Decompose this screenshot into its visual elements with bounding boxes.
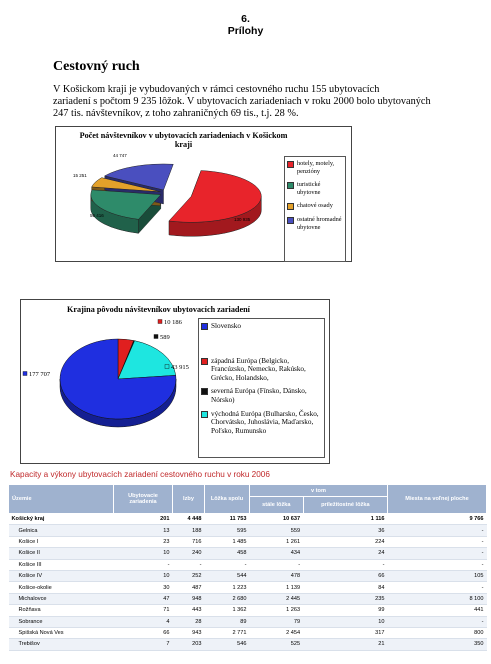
value-cell: 10 — [114, 548, 173, 559]
appendix-title: Prílohy — [227, 25, 264, 37]
territory-cell: Michalovce — [9, 593, 114, 604]
table-row — [9, 514, 487, 525]
value-cell: 1 261 — [250, 536, 304, 547]
origin-pie — [21, 318, 199, 460]
value-cell: 71 — [114, 605, 173, 616]
value-cell: 434 — [250, 548, 304, 559]
legend-label: ostatné hromadné ubytovne — [297, 216, 342, 231]
value-cell: - — [388, 548, 487, 559]
territory-cell: Košický kraj — [9, 514, 114, 525]
value-cell: 11 753 — [205, 514, 250, 525]
legend-swatch-hotels — [287, 161, 294, 168]
value-cell: 1 485 — [205, 536, 250, 547]
data-label: 10 186 — [164, 319, 182, 326]
paragraph-line: 247 tis. návštevníkov, z toho zahraničných 69 tis., t.j. 28 %. — [53, 108, 299, 119]
value-cell: 66 — [114, 627, 173, 638]
appendix-number: 6. — [241, 13, 250, 25]
legend-label: turistické ubytovne — [297, 181, 321, 196]
table-row — [9, 548, 487, 559]
data-label: 44 747 — [113, 153, 127, 158]
value-cell: 1 263 — [250, 605, 304, 616]
value-cell: 10 637 — [250, 514, 304, 525]
territory-cell: Spišská Nová Ves — [9, 627, 114, 638]
col-header-permanent-beds: stále lôžka — [250, 497, 304, 514]
value-cell: 105 — [388, 570, 487, 581]
data-label: 589 — [160, 334, 170, 341]
value-cell: - — [388, 582, 487, 593]
table-row — [9, 627, 487, 638]
legend-swatch-other — [287, 217, 294, 224]
value-cell: 84 — [303, 582, 387, 593]
value-cell: 224 — [303, 536, 387, 547]
origin-chart — [20, 299, 330, 464]
col-header-facilities: Ubytovacie zariadenia — [114, 485, 173, 514]
legend-label: západná Európa (Belgicko, Francúzsko, Nemecko, Rakúsko, Grécko, Holandsko, — [211, 356, 306, 382]
col-header-places: Miesta na voľnej ploche — [388, 485, 487, 514]
table-row — [9, 605, 487, 616]
territory-cell: Košice II — [9, 548, 114, 559]
col-header-rooms: Izby — [173, 485, 205, 514]
value-cell: 559 — [250, 525, 304, 536]
value-cell: - — [388, 559, 487, 570]
value-cell: 99 — [303, 605, 387, 616]
data-label: 56 416 — [90, 213, 104, 218]
legend-label: severná Európa (Fínsko, Dánsko, Nórsko) — [211, 387, 307, 404]
value-cell: 1 116 — [303, 514, 387, 525]
value-cell: 79 — [250, 616, 304, 627]
value-cell: 47 — [114, 593, 173, 604]
col-header-of-which: v tom — [250, 485, 388, 497]
value-cell: 28 — [173, 616, 205, 627]
label-marker — [23, 372, 27, 376]
territory-cell: Trebišov — [9, 639, 114, 650]
legend-label: chatové osady — [297, 202, 333, 209]
table-row — [9, 616, 487, 627]
value-cell: 8 100 — [388, 593, 487, 604]
legend-swatch-west-europe — [201, 358, 208, 365]
value-cell: 9 766 — [388, 514, 487, 525]
legend-swatch-east-europe — [201, 411, 208, 418]
value-cell: 441 — [388, 605, 487, 616]
value-cell: - — [114, 559, 173, 570]
value-cell: 203 — [173, 639, 205, 650]
data-label: 177 707 — [29, 371, 51, 378]
value-cell: 1 362 — [205, 605, 250, 616]
value-cell: 10 — [303, 616, 387, 627]
table-row — [9, 639, 487, 650]
data-label: 130 935 — [234, 217, 251, 222]
value-cell: 546 — [205, 639, 250, 650]
value-cell: 13 — [114, 525, 173, 536]
value-cell: 4 — [114, 616, 173, 627]
table-row — [9, 593, 487, 604]
legend-label: Slovensko — [211, 322, 241, 330]
value-cell: 240 — [173, 548, 205, 559]
value-cell: 2 680 — [205, 593, 250, 604]
value-cell: 1 139 — [250, 582, 304, 593]
legend-swatch-north-europe — [201, 388, 208, 395]
value-cell: 188 — [173, 525, 205, 536]
value-cell: - — [303, 559, 387, 570]
value-cell: - — [250, 559, 304, 570]
table-row — [9, 525, 487, 536]
territory-cell: Rožňava — [9, 605, 114, 616]
value-cell: 2 454 — [250, 627, 304, 638]
value-cell: 7 — [114, 639, 173, 650]
value-cell: 66 — [303, 570, 387, 581]
intro-paragraph — [53, 84, 451, 120]
value-cell: 201 — [114, 514, 173, 525]
value-cell: 716 — [173, 536, 205, 547]
value-cell: 525 — [250, 639, 304, 650]
label-marker — [154, 335, 158, 339]
table-row — [9, 559, 487, 570]
legend-label: hotely, motely, penzióny — [297, 160, 335, 175]
paragraph-line: V Košickom kraji je vybudovaných v rámci cestovného ruchu 155 ubytovacích — [53, 84, 380, 95]
paragraph-line: zariadení s počtom 9 235 lôžok. V ubytovacích zariadeniach v roku 2000 bolo ubytovaných — [53, 96, 431, 107]
value-cell: 350 — [388, 639, 487, 650]
value-cell: - — [388, 536, 487, 547]
legend-label: východná Európa (Bulharsko, Česko, Chorvátsko, Juhoslávia, Maďarsko, Poľsko, Rumunsko — [211, 409, 319, 435]
value-cell: 89 — [205, 616, 250, 627]
value-cell: - — [388, 525, 487, 536]
origin-legend — [198, 318, 325, 458]
data-label: 43 915 — [171, 364, 189, 371]
legend-swatch-cottages — [287, 203, 294, 210]
visitors-pie — [56, 149, 281, 259]
value-cell: - — [205, 559, 250, 570]
legend-swatch-hostels — [287, 182, 294, 189]
territory-cell: Košice I — [9, 536, 114, 547]
chart-title: Krajina pôvodu návštevníkov ubytovacích zariadení — [67, 305, 250, 314]
value-cell: 235 — [303, 593, 387, 604]
label-marker — [165, 365, 169, 369]
value-cell: 458 — [205, 548, 250, 559]
table-row — [9, 570, 487, 581]
value-cell: - — [173, 559, 205, 570]
value-cell: 2 445 — [250, 593, 304, 604]
value-cell: 443 — [173, 605, 205, 616]
table-row — [9, 536, 487, 547]
value-cell: 948 — [173, 593, 205, 604]
capacity-table — [8, 484, 487, 651]
territory-cell: Gelnica — [9, 525, 114, 536]
territory-cell: Košice-okolie — [9, 582, 114, 593]
data-label: 15 251 — [73, 173, 87, 178]
visitors-chart — [55, 126, 352, 262]
col-header-beds: Lôžka spolu — [205, 485, 250, 514]
visitors-legend — [284, 156, 346, 262]
label-marker — [158, 320, 162, 324]
territory-cell: Košice IV — [9, 570, 114, 581]
value-cell: 2 771 — [205, 627, 250, 638]
territory-cell: Sobrance — [9, 616, 114, 627]
col-header-occasional-beds: príležitostné lôžka — [303, 497, 387, 514]
value-cell: 487 — [173, 582, 205, 593]
value-cell: 478 — [250, 570, 304, 581]
value-cell: 36 — [303, 525, 387, 536]
value-cell: 1 223 — [205, 582, 250, 593]
territory-cell: Košice III — [9, 559, 114, 570]
value-cell: - — [388, 616, 487, 627]
legend-swatch-slovakia — [201, 323, 208, 330]
value-cell: 30 — [114, 582, 173, 593]
col-header-territory: Územie — [9, 485, 114, 514]
value-cell: 23 — [114, 536, 173, 547]
value-cell: 24 — [303, 548, 387, 559]
value-cell: 10 — [114, 570, 173, 581]
value-cell: 595 — [205, 525, 250, 536]
value-cell: 4 448 — [173, 514, 205, 525]
table-row — [9, 582, 487, 593]
value-cell: 252 — [173, 570, 205, 581]
section-title: Cestovný ruch — [53, 59, 140, 74]
value-cell: 943 — [173, 627, 205, 638]
chart-title: Počet návštevníkov v ubytovacích zariadeniach v Košickom kraji — [79, 131, 288, 149]
value-cell: 317 — [303, 627, 387, 638]
value-cell: 800 — [388, 627, 487, 638]
value-cell: 544 — [205, 570, 250, 581]
table-title: Kapacity a výkony ubytovacích zariadení cestovného ruchu v roku 2006 — [10, 470, 270, 479]
value-cell: 21 — [303, 639, 387, 650]
